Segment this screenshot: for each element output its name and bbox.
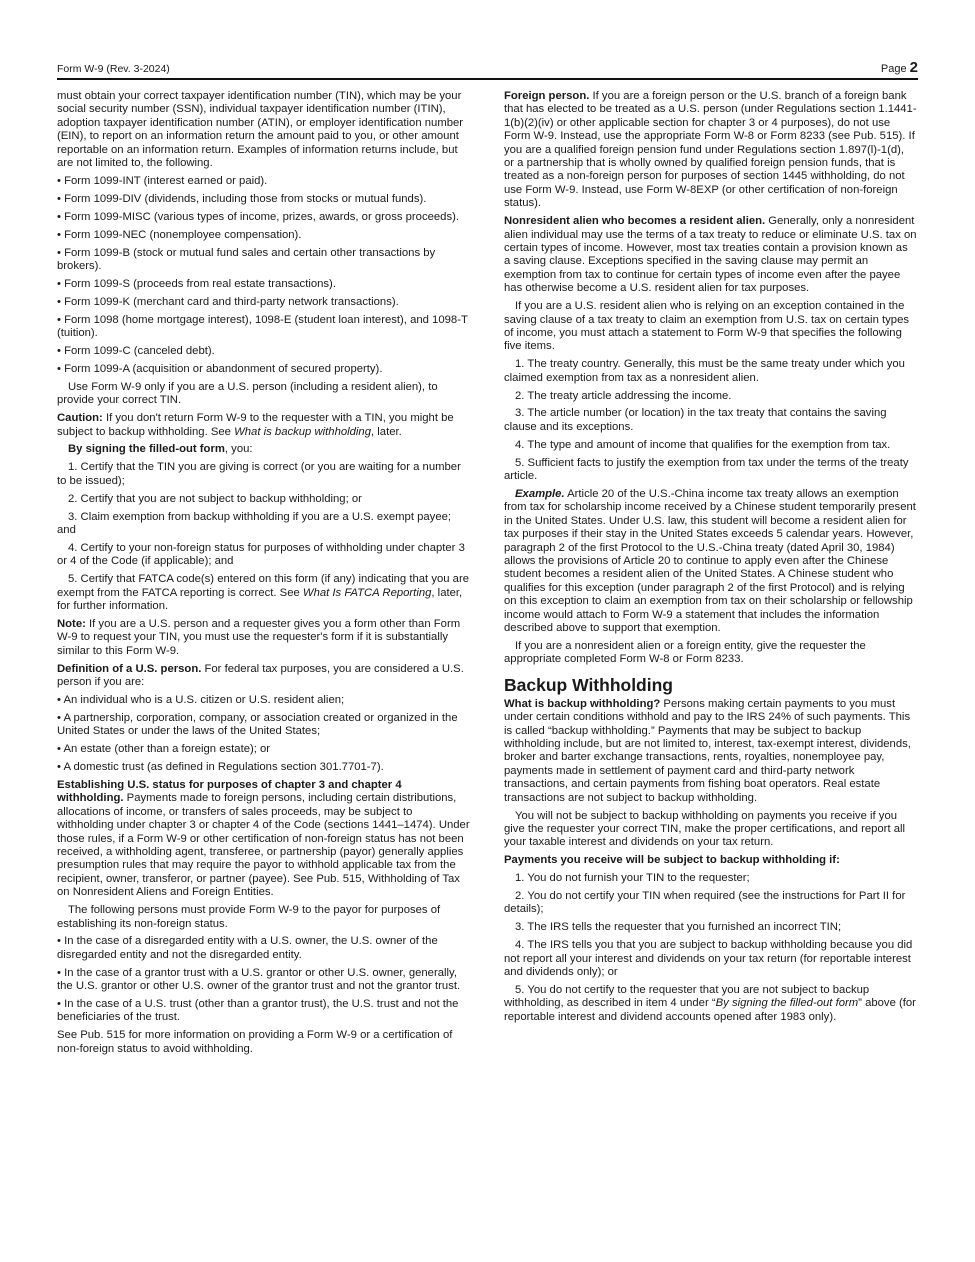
definition-label: Definition of a U.S. person. bbox=[57, 662, 202, 675]
note-paragraph bbox=[57, 618, 470, 658]
form-id: Form W-9 (Rev. 3-2024) bbox=[57, 63, 170, 75]
nonresident-alien-paragraph bbox=[504, 215, 917, 295]
list-item: • A domestic trust (as defined in Regulations section 301.7701-7). bbox=[57, 761, 384, 774]
caution-label: Caution: bbox=[57, 412, 103, 425]
example-paragraph bbox=[504, 488, 917, 635]
list-item: • In the case of a U.S. trust (other than a grantor trust), the U.S. trust and not the beneficiaries of the trust. bbox=[57, 998, 459, 1024]
list-item: • Form 1098 (home mortgage interest), 1098-E (student loan interest), and 1098-T (tuition). bbox=[57, 313, 468, 340]
foreign-person-text: If you are a foreign person or the U.S. branch of a foreign bank that has elected to be treated as a U.S. person (under Regulations section 1.1441-1(b)(2)(iv) or other applicable section for chapter 3 or 4 purposes), do not use Form W-9. Instead, use the appropriate Form W-8 or Form 8233 (see Pub. 515). If you are a qualified foreign pension fund under Regulations section 1.897(l)-1(d), or a partnership that is wholly owned by qualified foreign pension funds, that is treated as a non-foreign person for purposes of section 1445 withholding, do not use Form W-9. Instead, use Form W-8EXP (or other certification of non-foreign status). bbox=[504, 90, 917, 210]
list-item: 2. You do not certify your TIN when required (see the instructions for Part II for details); bbox=[504, 890, 906, 916]
list-item: • A partnership, corporation, company, or association created or organized in the United States or under the laws of the United States; bbox=[57, 711, 458, 738]
example-text: Article 20 of the U.S.-China income tax treaty allows an exemption from tax for scholarship income received by a Chinese student temporarily present in the United States. Under U.S. law, this student will become a resident alien for tax purposes if their stay in the United States exceeds 5 calendar years. However, paragraph 2 of the first Protocol to the U.S.-China treaty (dated April 30, 1984) allows the provisions of Article 20 to continue to apply even after the Chinese student becomes a resident alien of the United States. A Chinese student who qualifies for this exception (under paragraph 2 of the first Protocol) and is relying on this exception to claim an exemption from tax on their scholarship or fellowship income would attach to Form W-9 a statement that includes the information described above to support that exemption. bbox=[504, 487, 916, 635]
list-item: 3. Claim exemption from backup withholding if you are a U.S. exempt payee; and bbox=[57, 510, 452, 536]
caution-text: If you don't return Form W-9 to the requester with a TIN, you might be subject to backup withholding. See bbox=[57, 412, 454, 438]
page-number: 2 bbox=[909, 59, 918, 76]
list-item: 5. Sufficient facts to justify the exemption from tax under the terms of the treaty article. bbox=[504, 456, 909, 483]
intro-paragraph: must obtain your correct taxpayer identification number (TIN), which may be your social security number (SSN), individual taxpayer identification number (ITIN), adoption taxpayer identification number (ATIN), or employer identification number (EIN), to report on an information return the amount paid to you, or other amount reportable on an information return. Examples of information returns include, but are not limited to, the following. bbox=[57, 90, 464, 170]
signing-reference: By signing the filled-out form bbox=[715, 997, 859, 1010]
establishing-paragraph bbox=[57, 779, 470, 900]
what-is-backup-label: What is backup withholding? bbox=[504, 697, 661, 710]
cond5-end: ” above (for reportable interest and dividend accounts opened after 1983 only). bbox=[504, 997, 916, 1023]
list-item: 3. The article number (or location) in the tax treaty that contains the saving clause and its exceptions. bbox=[504, 407, 887, 433]
definition-text: For federal tax purposes, you are considered a U.S. person if you are: bbox=[57, 662, 464, 689]
resident-alien-paragraph: If you are a U.S. resident alien who is relying on an exception contained in the saving clause of a tax treaty to claim an exemption from U.S. tax on certain types of income, you must attach a statement to Form W-9 that specifies the following five items. bbox=[504, 300, 909, 353]
list-item: 4. The type and amount of income that qualifies for the exemption from tax. bbox=[515, 438, 891, 451]
cert5-end: , later, for further information. bbox=[57, 586, 463, 612]
list-item: • Form 1099-DIV (dividends, including those from stocks or mutual funds). bbox=[57, 192, 427, 205]
list-item: • An estate (other than a foreign estate); or bbox=[57, 743, 271, 756]
page-header bbox=[57, 58, 918, 80]
foreign-person-label: Foreign person. bbox=[504, 90, 590, 102]
signing-label: By signing the filled-out form bbox=[68, 443, 225, 456]
list-item: 1. Certify that the TIN you are giving is correct (or you are waiting for a number to be issued); bbox=[57, 461, 461, 487]
list-item: 4. The IRS tells you that you are subject to backup withholding because you did not report all your interest and dividends on your tax return (for reportable interest and dividends only); or bbox=[504, 939, 913, 979]
list-item: • In the case of a disregarded entity with a U.S. owner, the U.S. owner of the disregarded entity and not the disregarded entity. bbox=[57, 935, 438, 961]
list-item: 1. You do not furnish your TIN to the requester; bbox=[515, 872, 750, 885]
fatca-reference: What Is FATCA Reporting bbox=[302, 586, 432, 599]
caution-reference: What is backup withholding bbox=[234, 425, 372, 438]
will-not-paragraph: You will not be subject to backup withholding on payments you receive if you give the requester your correct TIN, make the proper certifications, and report all your taxable interest and dividends on your tax return. bbox=[504, 809, 906, 849]
left-column bbox=[57, 90, 470, 1061]
page-label: Page bbox=[880, 63, 907, 75]
payments-subject-label: Payments you receive will be subject to backup withholding if: bbox=[504, 854, 840, 867]
caution-end: , later. bbox=[371, 425, 402, 438]
note-label: Note: bbox=[57, 617, 86, 630]
list-item: • Form 1099-C (canceled debt). bbox=[57, 345, 215, 357]
list-item: • Form 1099-MISC (various types of income, prizes, awards, or gross proceeds). bbox=[57, 210, 459, 223]
cond5-text: 5. You do not certify to the requester that you are not subject to backup withholding, as described in item 4 under “ bbox=[504, 983, 870, 1010]
list-item: 4. Certify to your non-foreign status for purposes of withholding under chapter 3 or 4 of the Code (if applicable); and bbox=[57, 541, 465, 568]
list-item: • Form 1099-NEC (nonemployee compensation). bbox=[57, 228, 302, 241]
list-item bbox=[504, 984, 917, 1024]
what-is-backup-paragraph bbox=[504, 698, 917, 805]
foreign-person-paragraph bbox=[504, 90, 917, 211]
signing-paragraph bbox=[57, 443, 470, 456]
list-item: • Form 1099-K (merchant card and third-party network transactions). bbox=[57, 295, 399, 308]
backup-withholding-heading: Backup Withholding bbox=[504, 674, 673, 695]
list-item: • An individual who is a U.S. citizen or U.S. resident alien; bbox=[57, 693, 345, 706]
signing-text: , you: bbox=[224, 443, 253, 456]
list-item: 2. Certify that you are not subject to backup withholding; or bbox=[68, 492, 362, 505]
list-item: 3. The IRS tells the requester that you furnished an incorrect TIN; bbox=[515, 921, 842, 934]
list-item: 1. The treaty country. Generally, this must be the same treaty under which you claimed exemption from tax as a nonresident alien. bbox=[504, 358, 905, 384]
nonresident-paragraph: If you are a nonresident alien or a foreign entity, give the requester the appropriate completed Form W-8 or Form 8233. bbox=[504, 639, 866, 666]
note-text: If you are a U.S. person and a requester gives you a form other than Form W-9 to request your TIN, you must use the requester's form if it is substantially similar to this Form W-9. bbox=[57, 617, 461, 657]
nonresident-alien-label: Nonresident alien who becomes a resident alien. bbox=[504, 215, 766, 228]
list-item: • Form 1099-A (acquisition or abandonment of secured property). bbox=[57, 362, 383, 375]
establishing-label: Establishing U.S. status for purposes of chapter 3 and chapter 4 withholding. bbox=[57, 778, 402, 805]
use-paragraph: Use Form W-9 only if you are a U.S. person (including a resident alien), to provide your correct TIN. bbox=[57, 380, 438, 407]
list-item: • In the case of a grantor trust with a U.S. grantor or other U.S. owner, generally, the U.S. grantor or other U.S. owner of the grantor trust and not the grantor trust. bbox=[57, 966, 461, 993]
page-number-label bbox=[881, 59, 918, 76]
pub515-paragraph: See Pub. 515 for more information on providing a Form W-9 or a certification of non-foreign status to avoid withholding. bbox=[57, 1029, 453, 1055]
right-column bbox=[504, 90, 917, 1029]
cert5-text: 5. Certify that FATCA code(s) entered on this form (if any) indicating that you are exempt from the FATCA reporting is correct. See bbox=[57, 573, 470, 599]
payments-subject-paragraph bbox=[504, 854, 917, 867]
example-label: Example. bbox=[515, 487, 565, 500]
definition-paragraph bbox=[57, 663, 470, 690]
list-item bbox=[57, 573, 470, 613]
list-item: • Form 1099-B (stock or mutual fund sales and certain other transactions by brokers). bbox=[57, 246, 436, 272]
nonresident-alien-text: Generally, only a nonresident alien individual may use the terms of a tax treaty to reduce or eliminate U.S. tax on certain types of income. However, most tax treaties contain a provision known as a saving clause. Exceptions specified in the saving clause may permit an exemption from tax to continue for certain types of income even after the payee has otherwise become a U.S. resident alien for tax purposes. bbox=[504, 215, 917, 295]
following-paragraph: The following persons must provide Form W-9 to the payor for purposes of establishing its non-foreign status. bbox=[57, 904, 441, 930]
establishing-text: Payments made to foreign persons, including certain distributions, allocations of income, or transfers of sales proceeds, may be subject to withholding under chapter 3 or chapter 4 of the Code (sections 1441–1474). Under those rules, if a Form W-9 or other certification of non-foreign status has not been received, a withholding agent, transferee, or partnership (payor) generally applies presumption rules that may require the payor to withhold applicable tax from the recipient, owner, transferor, or partner (payee). See Pub. 515, Withholding of Tax on Nonresident Aliens and Foreign Entities. bbox=[57, 792, 470, 899]
what-is-backup-text: Persons making certain payments to you must under certain conditions withhold and pay to the IRS 24% of such payments. This is called “backup withholding.” Payments that may be subject to backup withholding include, but are not limited to, interest, tax-exempt interest, dividends, broker and barter exchange transactions, rents, royalties, nonemployee pay, payments made in settlement of payment card and third-party network transactions, and certain payments from fishing boat operators. Real estate transactions are not subject to backup withholding. bbox=[504, 697, 911, 804]
list-item: 2. The treaty article addressing the income. bbox=[515, 389, 732, 402]
list-item: • Form 1099-INT (interest earned or paid). bbox=[57, 174, 268, 187]
list-item: • Form 1099-S (proceeds from real estate transactions). bbox=[57, 277, 336, 290]
caution-paragraph bbox=[57, 412, 470, 439]
